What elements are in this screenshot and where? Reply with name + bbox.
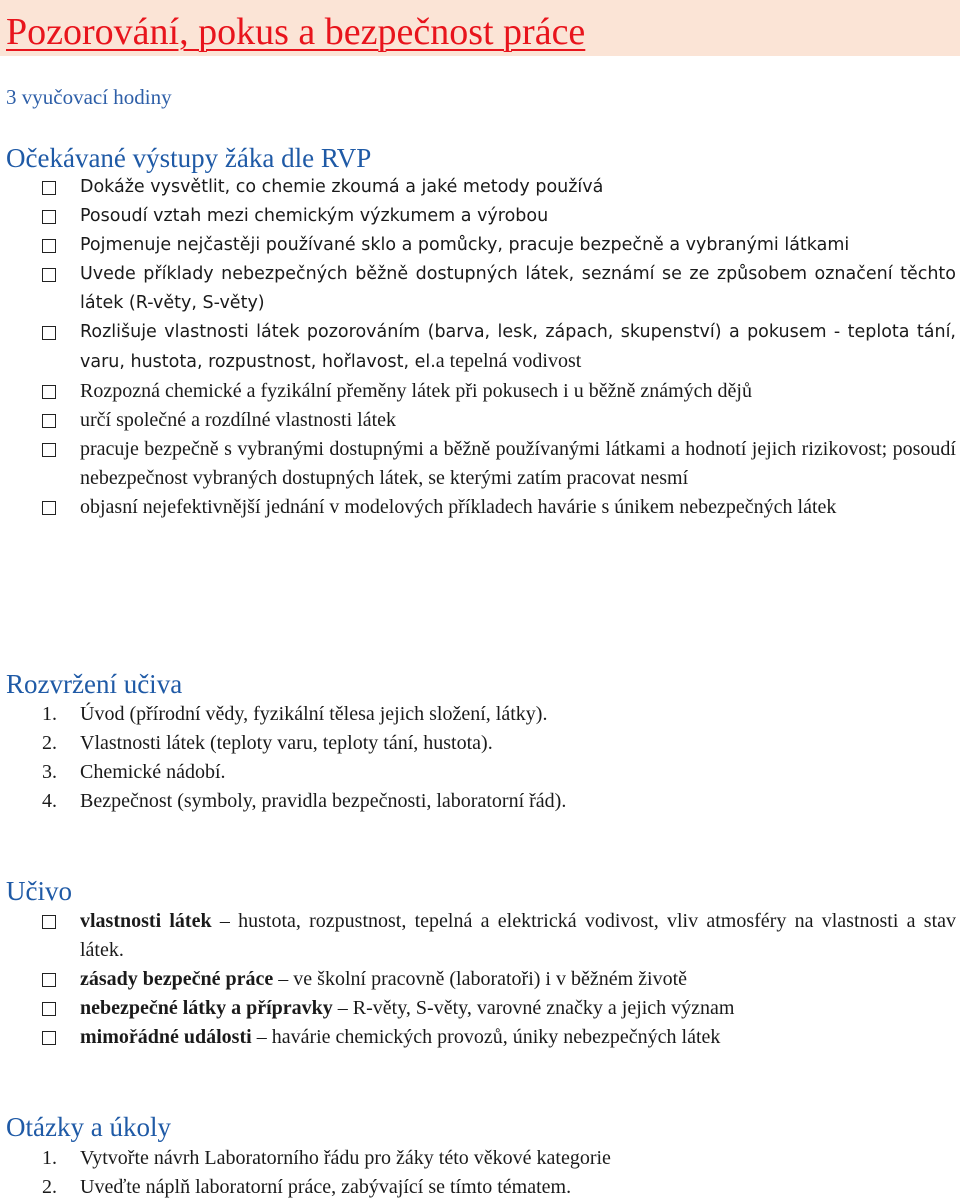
- checkbox-icon: [42, 915, 56, 929]
- task-text: Uveďte náplň laboratorní práce, zabývající se tímto tématem.: [80, 1176, 572, 1198]
- checkbox-icon: [42, 973, 56, 987]
- checkbox-icon: [42, 1031, 56, 1045]
- content-list: [0, 907, 960, 1052]
- outcome-item: [0, 435, 960, 493]
- content-item: [0, 965, 960, 994]
- item-number: 2.: [42, 1176, 57, 1198]
- checkbox-icon: [42, 239, 56, 253]
- content-item: [0, 907, 960, 965]
- outcome-item: [0, 493, 960, 522]
- content-term: mimořádné události: [80, 1026, 252, 1048]
- plan-text: Vlastnosti látek (teploty varu, teploty tání, hustota).: [80, 732, 493, 754]
- outcome-text: Rozlišuje vlastnosti látek pozorováním (barva, lesk, zápach, skupenství) a pokusem - teplota tání, varu, hustota, rozpustnost, hořlavost, el.: [80, 322, 956, 372]
- checkbox-icon: [42, 385, 56, 399]
- checkbox-icon: [42, 181, 56, 195]
- outcome-item: [0, 173, 960, 202]
- checkbox-icon: [42, 268, 56, 282]
- outcome-text: pracuje bezpečně s vybranými dostupnými a běžně používanými látkami a hodnotí jejich rizikovost; posoudí nebezpečnost vybraných dostupných látek, se kterými zatím pracovat nesmí: [80, 438, 956, 489]
- checkbox-icon: [42, 501, 56, 515]
- page-title: Pozorování, pokus a bezpečnost práce: [6, 11, 586, 53]
- outcomes-list: [0, 173, 960, 522]
- content-term: zásady bezpečné práce: [80, 968, 274, 990]
- content-item: [0, 1023, 960, 1052]
- checkbox-icon: [42, 414, 56, 428]
- task-text: Vytvořte návrh Laboratorního řádu pro žáky této věkové kategorie: [80, 1147, 611, 1169]
- checkbox-icon: [42, 210, 56, 224]
- content-desc: – hustota, rozpustnost, tepelná a elektrická vodivost, vliv atmosféry na vlastnosti a stav látek.: [80, 910, 957, 961]
- content-heading: Učivo: [6, 876, 72, 906]
- checkbox-icon: [42, 326, 56, 340]
- plan-item: [0, 729, 960, 758]
- plan-text: Bezpečnost (symboly, pravidla bezpečnosti, laboratorní řád).: [80, 790, 567, 812]
- outcomes-heading: Očekávané výstupy žáka dle RVP: [6, 143, 372, 173]
- content-item: [0, 994, 960, 1023]
- plan-heading: Rozvržení učiva: [6, 669, 183, 699]
- outcome-text: Uvede příklady nebezpečných běžně dostupných látek, seznámí se ze způsobem označení těchto látek (R-věty, S-věty): [80, 264, 956, 313]
- content-term: vlastnosti látek: [80, 910, 212, 932]
- task-item: [0, 1173, 960, 1202]
- plan-list: [0, 700, 960, 816]
- outcome-text: Pojmenuje nejčastěji používané sklo a pomůcky, pracuje bezpečně a vybranými látkami: [80, 235, 850, 255]
- outcome-text: Posoudí vztah mezi chemickým výzkumem a výrobou: [80, 206, 549, 226]
- tasks-list: [0, 1144, 960, 1202]
- checkbox-icon: [42, 1002, 56, 1016]
- outcome-item: [0, 377, 960, 406]
- task-item: [0, 1144, 960, 1173]
- outcome-item: [0, 318, 960, 377]
- checkbox-icon: [42, 443, 56, 457]
- item-number: 3.: [42, 761, 57, 783]
- item-number: 1.: [42, 703, 57, 725]
- outcome-text-tail: a tepelná vodivost: [435, 350, 582, 372]
- outcome-text: Rozpozná chemické a fyzikální přeměny látek při pokusech i u běžně známých dějů: [80, 380, 752, 402]
- item-number: 2.: [42, 732, 57, 754]
- content-desc: – ve školní pracovně (laboratoři) i v běžném životě: [273, 968, 688, 990]
- outcome-item: [0, 406, 960, 435]
- lesson-hours: 3 vyučovací hodiny: [6, 85, 172, 109]
- tasks-heading: Otázky a úkoly: [6, 1112, 171, 1142]
- content-term: nebezpečné látky a přípravky: [80, 997, 333, 1019]
- content-desc: – R-věty, S-věty, varovné značky a jejich význam: [332, 997, 735, 1019]
- content-desc: – havárie chemických provozů, úniky nebezpečných látek: [251, 1026, 721, 1048]
- item-number: 1.: [42, 1147, 57, 1169]
- item-number: 4.: [42, 790, 57, 812]
- outcome-text: objasní nejefektivnější jednání v modelových příkladech havárie s únikem nebezpečných látek: [80, 496, 837, 518]
- outcome-item: [0, 231, 960, 260]
- plan-text: Chemické nádobí.: [80, 761, 226, 783]
- plan-text: Úvod (přírodní vědy, fyzikální tělesa jejich složení, látky).: [80, 703, 548, 725]
- plan-item: [0, 700, 960, 729]
- plan-item: [0, 787, 960, 816]
- outcome-item: [0, 202, 960, 231]
- plan-item: [0, 758, 960, 787]
- outcome-text: Dokáže vysvětlit, co chemie zkoumá a jaké metody používá: [80, 177, 604, 197]
- outcome-text: určí společné a rozdílné vlastnosti látek: [80, 409, 397, 431]
- outcome-item: [0, 260, 960, 318]
